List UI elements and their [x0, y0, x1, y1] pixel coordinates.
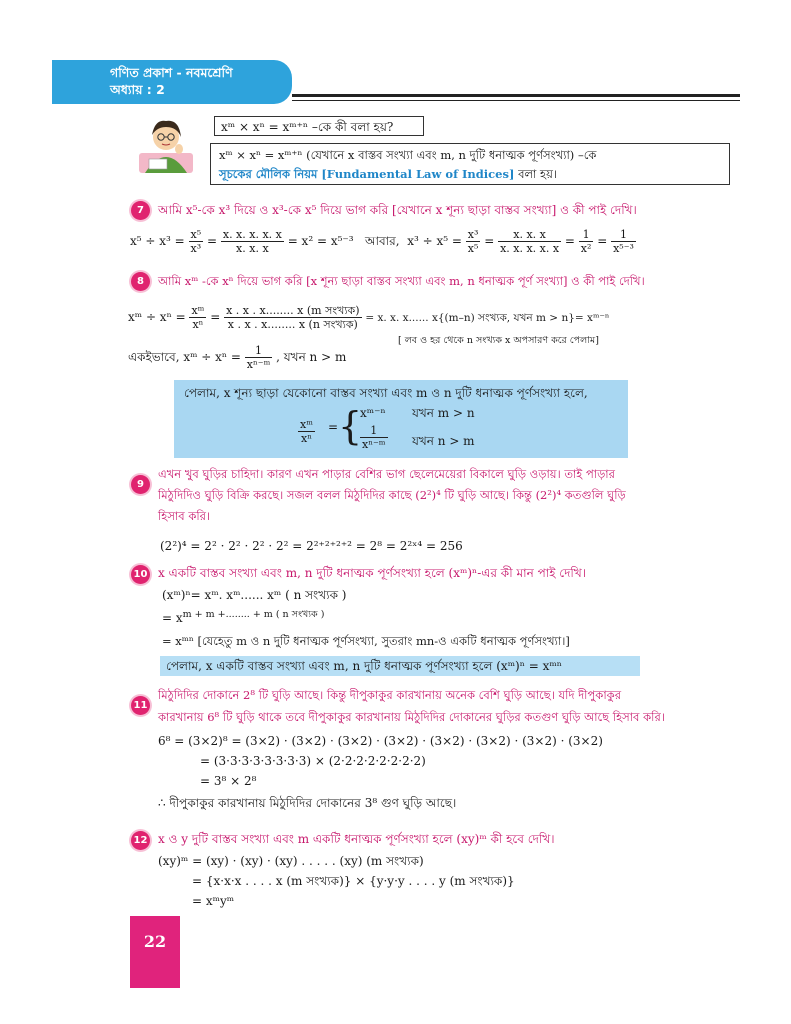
section-12-line2: = {x·x·x . . . . x (m সংখ্যক)} × {y·y·y . . . . y (m সংখ্যক)}: [192, 874, 515, 888]
fraction: $\frac{x. x. x. x. x}{x. x. x}$: [222, 228, 282, 255]
header-rule: [292, 94, 740, 97]
definition-end: বলা হয়।: [514, 167, 557, 181]
section-11-line2: = (3·3·3·3·3·3·3·3) × (2·2·2·2·2·2·2·2): [200, 754, 426, 768]
section-7-statement: আমি x⁵-কে x³ দিয়ে ও x³-কে x⁵ দিয়ে ভাগ করি [যেখানে x শূন্য ছাড়া বাস্তব সংখ্যা] ও কী পাই দেখি।: [158, 203, 637, 217]
book-title: গণিত প্রকাশ - নবমশ্রেণি: [110, 65, 233, 80]
section-11-line1: 6⁸ = (3×2)⁸ = (3×2) · (3×2) · (3×2) · (3×2) · (3×2) · (3×2) · (3×2) · (3×2): [158, 734, 603, 748]
fraction: $\frac{1}{\text{x²}}$: [580, 228, 592, 255]
fraction: $\frac{\text{x⁵}}{\text{x³}}$: [190, 228, 202, 255]
section-12-line1: (xy)ᵐ = (xy) · (xy) · (xy) . . . . . (xy) (m সংখ্যক): [158, 854, 424, 868]
section-9-equation: (2²)⁴ = 2² · 2² · 2² · 2² = 2²⁺²⁺²⁺² = 2⁸ = 2²ˣ⁴ = 256: [160, 539, 463, 553]
header-rule-thin: [292, 100, 740, 101]
chapter-header-tab: [52, 60, 292, 104]
thinking-girl-illustration: [135, 113, 197, 175]
section-11-line3: = 3⁸ × 2⁸: [200, 774, 257, 788]
fraction: $\frac{\text{xᵐ}}{\text{xⁿ}}$: [191, 304, 205, 331]
section-10-line3: = xᵐⁿ [যেহেতু m ও n দুটি ধনাত্মক পূর্ণসংখ্যা, সুতরাং mn-ও একটি ধনাত্মক পূর্ণসংখ্যা।]: [162, 634, 570, 648]
section-10-conclusion: পেলাম, x একটি বাস্তব সংখ্যা এবং m, n দুটি ধনাত্মক পূর্ণসংখ্যা হলে (xᵐ)ⁿ = xᵐⁿ: [160, 656, 640, 676]
section-11-statement: মিঠুদিদির দোকানে 2⁸ টি ঘুড়ি আছে। কিন্তু দীপুকাকুর কারখানায় অনেক বেশি ঘুড়ি আছে। যদি দীপুকাকুর কারখানায় 6⁸ টি ঘুড়ি থাকে তবে দীপুকাকুর কারখানায় মিঠুদিদির দোকানের ঘুড়ির কতগুণ ঘুড়ি আছে হিসাব করি।: [158, 688, 665, 724]
section-8-equation: xᵐ ÷ xⁿ = $\frac{\text{xᵐ}}{\text{xⁿ}}$ = $\frac{\text{x . x . x........ x (m সংখ্যক)}}{\text{x . x . x........ x (n সংখ্যক)}}$ = x. x. x...... x{(m–n) সংখ্যক, যখন m > n}= xᵐ⁻ⁿ: [128, 304, 610, 331]
section-11-therefore: ∴ দীপুকাকুর কারখানায় মিঠুদিদির দোকানের 3⁸ গুণ ঘুড়ি আছে।: [158, 796, 457, 810]
section-8-similarly: একইভাবে, xᵐ ÷ xⁿ = $\frac{1}{\text{xⁿ⁻ᵐ}}$ , যখন n > m: [128, 344, 347, 371]
page-number-tab: 22: [130, 916, 180, 988]
definition-box: [210, 143, 730, 185]
fraction: $\frac{\text{x . x . x........ x (m সংখ্যক)}}{\text{x . x . x........ x (n সংখ্যক)}}$: [226, 304, 360, 331]
section-8-statement: আমি xᵐ -কে xⁿ দিয়ে ভাগ করি [x শূন্য ছাড়া বাস্তব সংখ্যা এবং m, n ধনাত্মক পূর্ণ সংখ্যা] ও কী পাই দেখি।: [158, 274, 645, 288]
section-9-badge: 9: [131, 475, 150, 494]
section-11-badge: 11: [131, 696, 150, 715]
section-10-line2: = $x^{m + m +........ + m ( n সংখ্যক )}$: [162, 609, 325, 625]
fraction: $\frac{1}{\text{x⁵⁻³}}$: [613, 228, 634, 255]
curly-brace: {: [338, 404, 363, 448]
law-of-indices-label: সূচকের মৌলিক নিয়ম [Fundamental Law of Indices]: [219, 167, 515, 181]
fraction: $\frac{\text{x³}}{\text{x⁵}}$: [467, 228, 479, 255]
chapter-label: অধ্যায় : 2: [110, 82, 165, 97]
section-12-statement: x ও y দুটি বাস্তব সংখ্যা এবং m একটি ধনাত্মক পূর্ণসংখ্যা হলে (xy)ᵐ কী হবে দেখি।: [158, 832, 555, 846]
fraction: $\frac{\text{xᵐ}}{\text{xⁿ}}$: [300, 418, 313, 445]
section-7-badge: 7: [131, 201, 150, 220]
quotient-rule-box: পেলাম, x শূন্য ছাড়া যেকোনো বাস্তব সংখ্যা এবং m ও n দুটি ধনাত্মক পূর্ণসংখ্যা হলে, $\frac{\text{xᵐ}}{\text{xⁿ}}$ = { xᵐ⁻ⁿ যখন m > n $\frac{1}{\text{xⁿ⁻ᵐ}}$ যখন n > m: [174, 380, 628, 458]
section-8-note: [ লব ও হর থেকে n সংখ্যক x অপসারণ করে পেলাম]: [398, 335, 599, 346]
section-10-badge: 10: [131, 565, 150, 584]
fraction: $\frac{1}{\text{xⁿ⁻ᵐ}}$: [246, 344, 271, 371]
definition-line1: xᵐ × xⁿ = xᵐ⁺ⁿ (যেখানে x বাস্তব সংখ্যা এবং m, n দুটি ধনাত্মক পূর্ণসংখ্যা) –কে: [219, 148, 597, 162]
section-10-line1: (xᵐ)ⁿ= xᵐ. xᵐ...... xᵐ ( n সংখ্যক ): [162, 588, 347, 602]
section-10-statement: x একটি বাস্তব সংখ্যা এবং m, n দুটি ধনাত্মক পূর্ণসংখ্যা হলে (xᵐ)ⁿ-এর কী মান পাই দেখি।: [158, 566, 587, 580]
section-7-equation: x⁵ ÷ x³ = $\frac{\text{x⁵}}{\text{x³}}$ = $\frac{x. x. x. x. x}{x. x. x}$ = x² = x⁵⁻³ আবার, x³ ÷ x⁵ = $\frac{\text{x³}}{\text{x⁵}}$ = $\frac{x. x. x}{x. x. x. x. x}$ = $\frac{1}{\text{x²}}$ = $\frac{1}{\text{x⁵⁻³}}$: [130, 228, 634, 255]
quotient-rule-title: পেলাম, x শূন্য ছাড়া যেকোনো বাস্তব সংখ্যা এবং m ও n দুটি ধনাত্মক পূর্ণসংখ্যা হলে,: [184, 386, 588, 400]
section-8-badge: 8: [131, 272, 150, 291]
fraction: $\frac{1}{\text{xⁿ⁻ᵐ}}$: [362, 424, 386, 451]
section-12-badge: 12: [131, 831, 150, 850]
section-9-statement: এখন খুব ঘুড়ির চাহিদা। কারণ এখন পাড়ার বেশির ভাগ ছেলেমেয়েরা বিকালে ঘুড়ি ওড়ায়। তাই পাড়ার মিঠুদিদিও ঘুড়ি বিক্রি করছে। সজল বলল মিঠুদিদির কাছে (2²)⁴ টি ঘুড়ি আছে। কিন্তু (2²)⁴ কতগুলি ঘুড়ি হিসাব করি।: [158, 467, 626, 523]
question-box: xᵐ × xⁿ = xᵐ⁺ⁿ –কে কী বলা হয়?: [214, 116, 424, 136]
section-12-line3: = xᵐyᵐ: [192, 894, 235, 908]
fraction: $\frac{x. x. x}{x. x. x. x. x}$: [500, 228, 560, 255]
